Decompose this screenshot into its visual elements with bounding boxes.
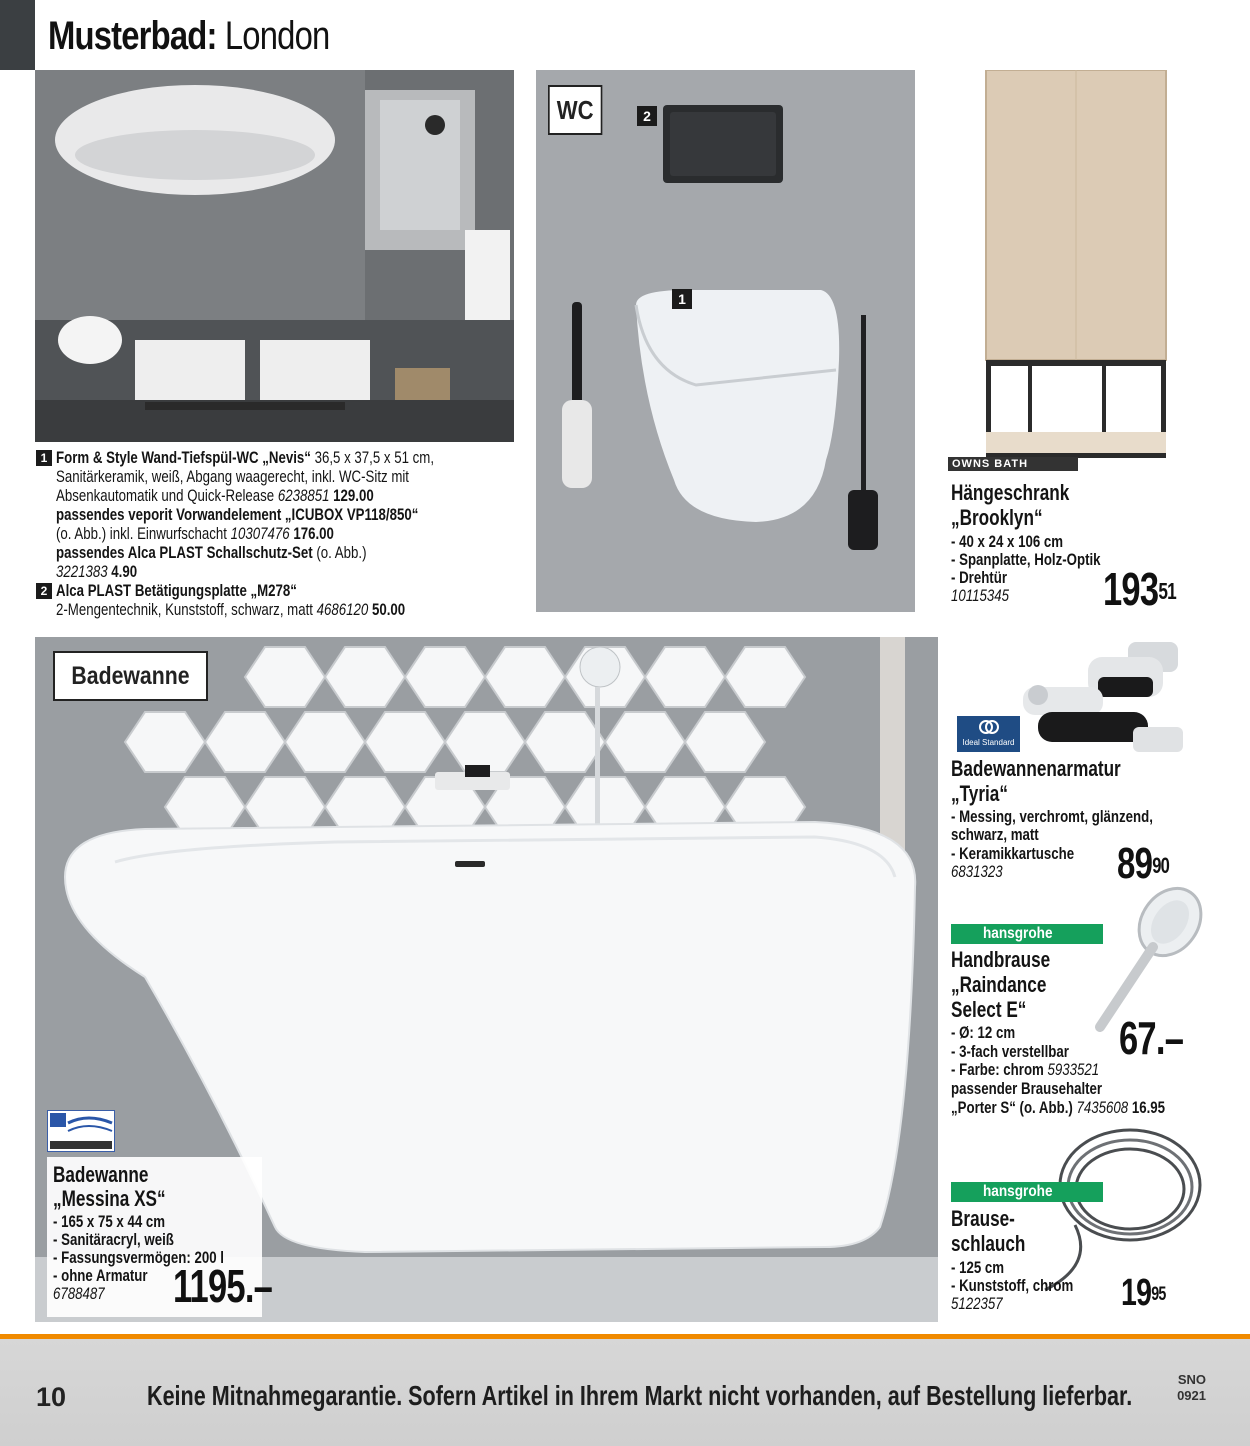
bath-detail-2: - Sanitäracryl, weiß [53,1230,174,1249]
wc-nevis-size: 36,5 x 37,5 x 51 cm, [310,448,435,467]
shower-holder-article: 7435608 [1076,1098,1129,1117]
wc-nevis-title: Form & Style Wand-Tiefspül-WC „Nevis“ [56,448,311,467]
wc-marker-1: 1 [672,289,692,309]
bath-name-line2: „Messina XS“ [53,1186,166,1211]
cabinet-brand-logo: OWNS BATH [948,457,1078,471]
wc-section-label: WC [548,85,602,135]
wc-nevis-article: 6238851 [274,486,334,505]
quality-cert-icon [47,1110,115,1152]
tap-price [1117,839,1170,888]
page-title-bold: Musterbad: [48,14,217,58]
shower-detail-3: - Farbe: chrom [951,1060,1044,1079]
wc-nevis-desc-2: Absenkautomatik und Quick-Release [56,486,275,505]
tap-price-main: 89 [1117,839,1153,888]
footer-code-line2: 0921 [1177,1388,1206,1403]
cabinet-article-number: 10115345 [951,586,1010,605]
wc-marker-2: 2 [637,106,657,126]
wc-schallschutz-title: passendes Alca PLAST Schallschutz-Set [56,543,313,562]
shower-holder-row-2 [951,1099,1165,1117]
bath-detail-1: - 165 x 75 x 44 cm [53,1212,166,1231]
shower-name-line2: „Raindance [951,972,1047,997]
hose-price-main: 19 [1121,1272,1152,1314]
wc-nevis-price: 129.00 [333,486,374,505]
shower-holder-price: 16.95 [1131,1098,1166,1117]
tap-name-line2: „Tyria“ [951,781,1008,806]
bath-section-label-text: Badewanne [71,662,190,690]
tap-price-cents: 90 [1152,853,1170,878]
cabinet-name-line2: „Brooklyn“ [951,505,1043,530]
hansgrohe-logo-shower-text: hansgrohe [983,925,1053,942]
wc-m278-desc: 2-Mengentechnik, Kunststoff, schwarz, matt [56,600,313,619]
bath-section-label [53,651,208,701]
shower-holder-line2: „Porter S“ (o. Abb.) [951,1098,1073,1117]
hose-name-line1: Brause- [951,1206,1015,1231]
wc-schallschutz-article: 3221383 [56,562,108,581]
wc-schallschutz-note: (o. Abb.) [312,543,367,562]
page-number: 10 [36,1382,67,1412]
hansgrohe-logo-hose-text: hansgrohe [983,1183,1053,1200]
cabinet-detail-3: - Drehtür [951,568,1007,587]
cabinet-price-main: 193 [1103,563,1159,615]
hose-article-number: 5122357 [951,1294,1003,1313]
wc-icubox-article: 10307476 [226,524,294,543]
shower-holder-line1: passender Brausehalter [951,1079,1103,1098]
cabinet-detail-2: - Spanplatte, Holz-Optik [951,550,1101,569]
ideal-standard-logo [957,716,1020,752]
shower-name-line1: Handbrause [951,947,1051,972]
hose-detail-2: - Kunststoff, chrom [951,1276,1074,1295]
wc-nevis-desc-1: Sanitärkeramik, weiß, Abgang waagerecht, inkl. WC-Sitz mit [56,467,409,486]
shower-price: 67.– [1119,1012,1184,1064]
wc-photo [536,70,915,612]
hand-shower-photo [1075,882,1205,1032]
page-title [48,14,329,58]
footer-availability-note: Keine Mitnahmegarantie. Sofern Artikel in Ihrem Markt nicht vorhanden, auf Bestellung lieferbar. [147,1380,1133,1411]
page-title-regular: London [224,14,330,58]
footer-code [1176,1372,1206,1404]
tap-detail-3: - Keramikkartusche [951,844,1075,863]
wc-text-marker-2: 2 [36,583,52,599]
cabinet-photo [936,70,1203,612]
bath-detail-3: - Fassungsvermögen: 200 l [53,1248,224,1267]
cabinet-price [1103,563,1177,615]
wc-line-9 [56,601,405,619]
ideal-standard-logo-text: Ideal Standard [962,738,1015,747]
shower-detail-row-3 [951,1061,1099,1079]
hose-detail-1: - 125 cm [951,1258,1005,1277]
tap-detail-2: schwarz, matt [951,825,1039,844]
footer-code-line1: SNO [1177,1372,1206,1387]
bath-price: 1195.– [173,1260,273,1312]
wc-m278-article: 4686120 [312,600,372,619]
shower-article-number: 5933521 [1047,1060,1100,1079]
wc-line-1 [56,449,434,467]
shower-name-line3: Select E“ [951,997,1027,1022]
wc-icubox-desc: (o. Abb.) inkl. Einwurfschacht [56,524,227,543]
shower-detail-1: - Ø: 12 cm [951,1023,1016,1042]
wc-schallschutz-price: 4.90 [107,562,138,581]
hansgrohe-logo-hose [951,1182,1103,1202]
wc-text-marker-1: 1 [36,450,52,466]
wc-m278-title: Alca PLAST Betätigungsplatte „M278“ [56,581,297,600]
hansgrohe-logo-shower [951,924,1103,944]
hose-name-line2: schlauch [951,1231,1026,1256]
header-accent-bar [0,0,35,70]
wc-icubox-price: 176.00 [293,524,334,543]
wc-line-7 [56,563,137,581]
bath-name-line1: Badewanne [53,1162,149,1187]
hose-price-cents: 95 [1151,1284,1166,1305]
cabinet-price-cents: 51 [1158,578,1177,604]
shower-hose-photo [1035,1115,1205,1295]
wc-m278-price: 50.00 [371,600,406,619]
tap-article-number: 6831323 [951,862,1003,881]
wc-line-3 [56,487,374,505]
tap-detail-1: - Messing, verchromt, glänzend, [951,807,1153,826]
bath-detail-4: - ohne Armatur [53,1266,148,1285]
tap-name-line1: Badewannenarmatur [951,756,1121,781]
wc-line-5 [56,525,334,543]
wc-icubox-title: passendes veporit Vorwandelement „ICUBOX VP118/850“ [56,505,419,524]
cabinet-name-line1: Hängeschrank [951,480,1070,505]
cabinet-detail-1: - 40 x 24 x 106 cm [951,532,1064,551]
hose-price [1121,1274,1166,1312]
wc-line-6 [56,544,367,562]
bathroom-overview-photo [35,70,514,442]
shower-detail-2: - 3-fach verstellbar [951,1042,1069,1061]
bath-article-number: 6788487 [53,1284,105,1303]
